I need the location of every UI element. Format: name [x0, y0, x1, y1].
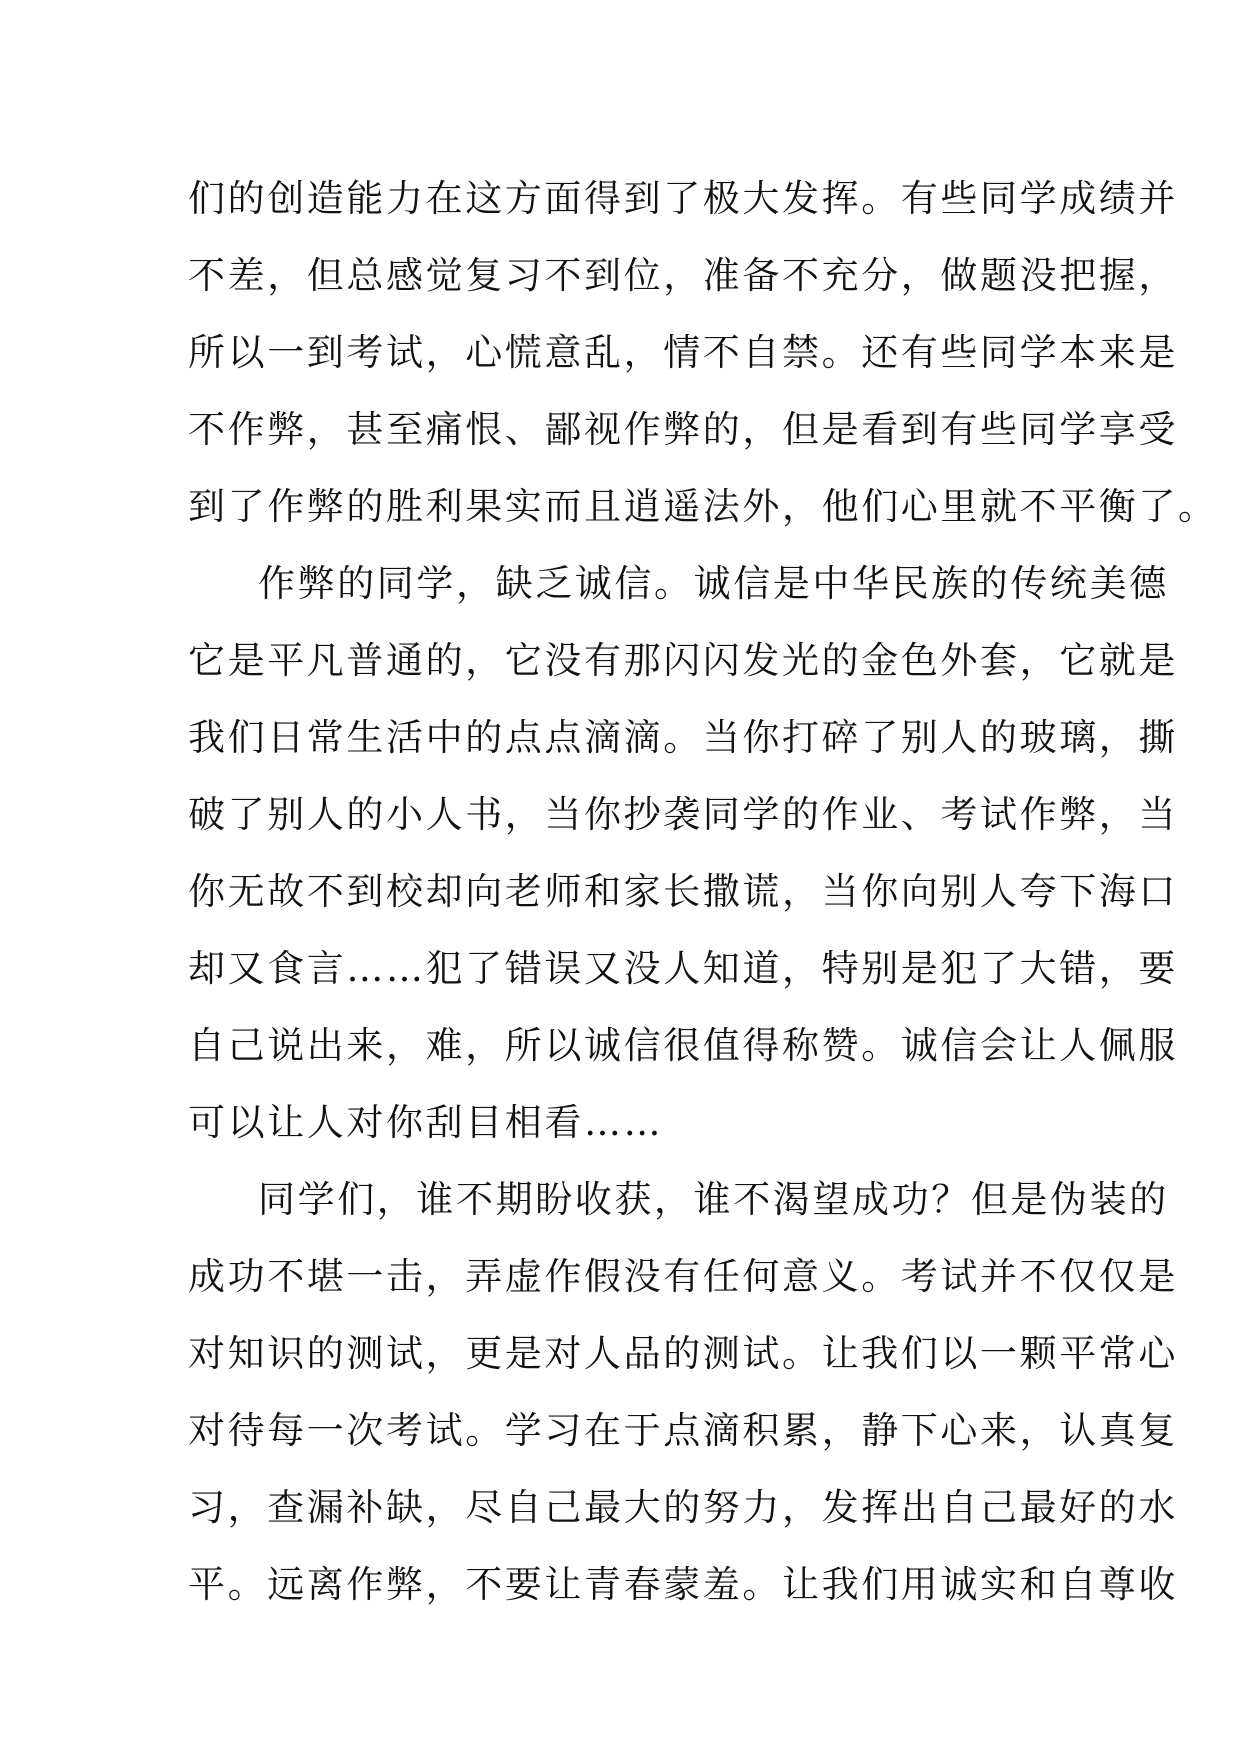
- text-line: 对知识的测试，更是对人品的测试。让我们以一颗平常心: [188, 1332, 1178, 1375]
- text-line: 可以让人对你刮目相看……: [188, 1101, 664, 1144]
- paragraph-start-line: 同学们，谁不期盼收获，谁不渴望成功？但是伪装的: [258, 1178, 1169, 1221]
- text-line: 们的创造能力在这方面得到了极大发挥。有些同学成绩并: [188, 177, 1178, 220]
- text-line: 我们日常生活中的点点滴滴。当你打碎了别人的玻璃，撕: [188, 716, 1178, 759]
- paragraph-start-line: 作弊的同学，缺乏诚信。诚信是中华民族的传统美德: [258, 562, 1169, 605]
- text-line: 平。远离作弊，不要让青春蒙羞。让我们用诚实和自尊收: [188, 1563, 1178, 1606]
- text-line: 不差，但总感觉复习不到位，准备不充分，做题没把握，: [188, 254, 1178, 297]
- text-line: 到了作弊的胜利果实而且逍遥法外，他们心里就不平衡了。: [188, 485, 1218, 528]
- text-line: 它是平凡普通的，它没有那闪闪发光的金色外套，它就是: [188, 639, 1178, 682]
- text-line: 所以一到考试，心慌意乱，情不自禁。还有些同学本来是: [188, 331, 1178, 374]
- text-line: 成功不堪一击，弄虚作假没有任何意义。考试并不仅仅是: [188, 1255, 1178, 1298]
- text-line: 自己说出来，难，所以诚信很值得称赞。诚信会让人佩服: [188, 1024, 1178, 1067]
- text-line: 破了别人的小人书，当你抄袭同学的作业、考试作弊，当: [188, 793, 1178, 836]
- text-line: 不作弊，甚至痛恨、鄙视作弊的，但是看到有些同学享受: [188, 408, 1178, 451]
- body-text: [188, 170, 1218, 1633]
- text-line: 却又食言……犯了错误又没人知道，特别是犯了大错，要: [188, 947, 1178, 990]
- text-line: 习，查漏补缺，尽自己最大的努力，发挥出自己最好的水: [188, 1486, 1178, 1529]
- text-line: 对待每一次考试。学习在于点滴积累，静下心来，认真复: [188, 1409, 1178, 1452]
- text-line: 你无故不到校却向老师和家长撒谎，当你向别人夸下海口: [188, 870, 1178, 913]
